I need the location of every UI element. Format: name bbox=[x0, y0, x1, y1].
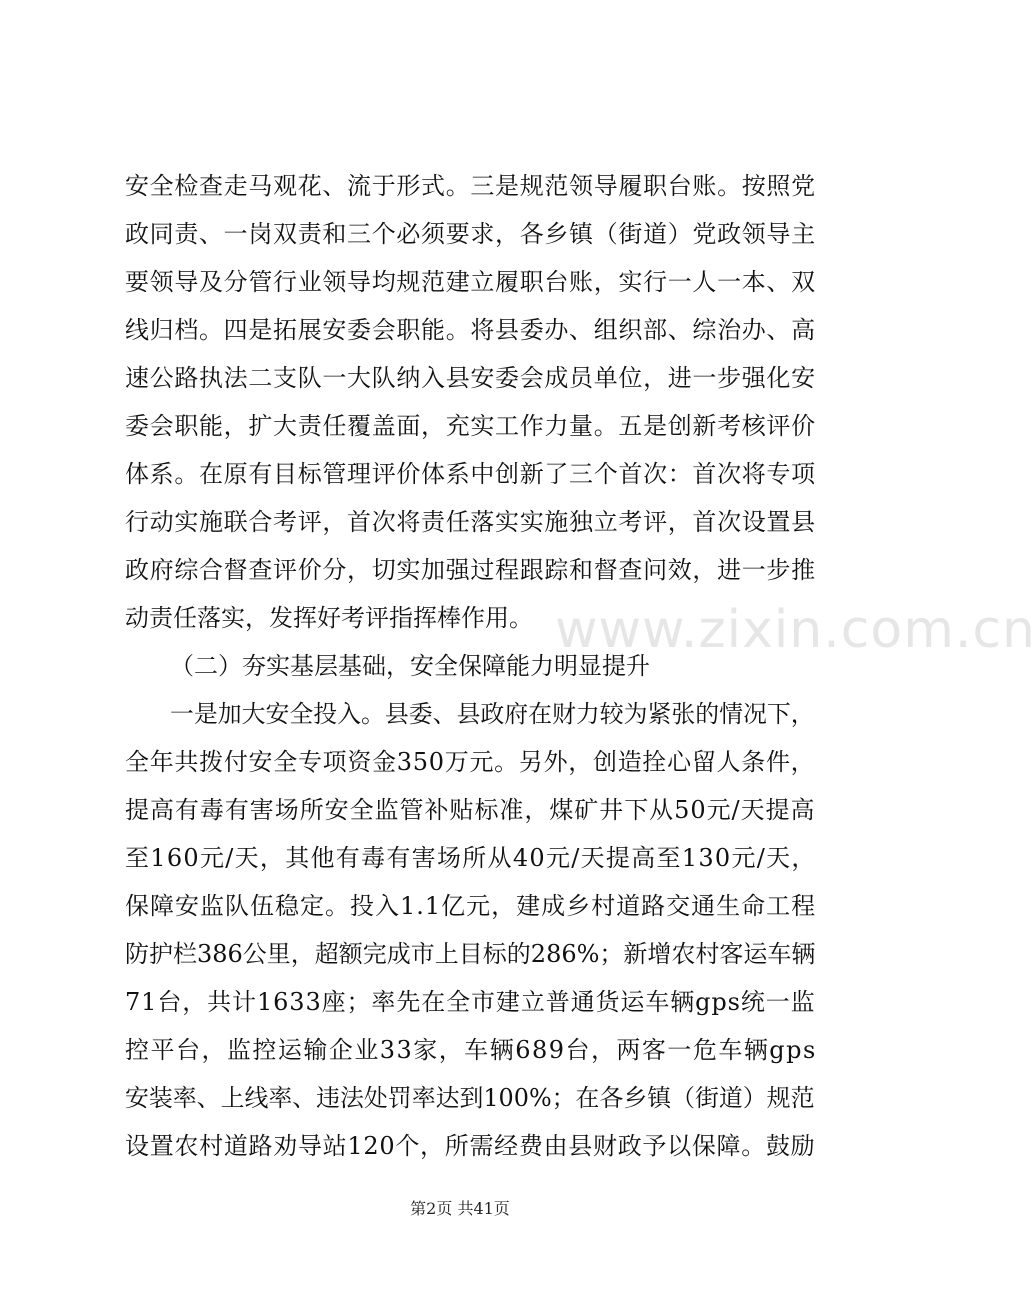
text-line: 防护栏386公里，超额完成市上目标的286%；新增农村客运车辆 bbox=[125, 940, 816, 968]
text-line: 安全检查走马观花、流于形式。三是规范领导履职台账。按照党 bbox=[125, 172, 816, 200]
text-line: 线归档。四是拓展安委会职能。将县委办、组织部、综治办、高 bbox=[125, 316, 816, 344]
text-line: 动责任落实，发挥好考评指挥棒作用。 bbox=[125, 604, 533, 632]
text-line: 安装率、上线率、违法处罚率达到100%；在各乡镇（街道）规范 bbox=[125, 1084, 815, 1112]
text-line: 至160元/天，其他有毒有害场所从40元/天提高至130元/天， bbox=[125, 844, 817, 872]
text-line: 行动实施联合考评，首次将责任落实实施独立考评，首次设置县 bbox=[125, 508, 816, 536]
text-line: 委会职能，扩大责任覆盖面，充实工作力量。五是创新考核评价 bbox=[125, 412, 816, 440]
page-number-footer: 第2页 共41页 bbox=[410, 1199, 510, 1218]
text-line: 速公路执法二支队一大队纳入县安委会成员单位，进一步强化安 bbox=[125, 364, 816, 392]
text-line: 提高有毒有害场所安全监管补贴标准，煤矿井下从50元/天提高 bbox=[125, 796, 816, 824]
watermark: www.zixin.com.cn bbox=[555, 600, 1036, 660]
text-line: 要领导及分管行业领导均规范建立履职台账，实行一人一本、双 bbox=[125, 268, 816, 296]
text-line: 体系。在原有目标管理评价体系中创新了三个首次：首次将专项 bbox=[125, 460, 816, 488]
text-line: 政府综合督查评价分，切实加强过程跟踪和督查问效，进一步推 bbox=[125, 556, 816, 584]
text-line: 设置农村道路劝导站120个，所需经费由县财政予以保障。鼓励 bbox=[125, 1132, 816, 1160]
text-line: 一是加大安全投入。县委、县政府在财力较为紧张的情况下， bbox=[170, 700, 815, 728]
text-line: 控平台，监控运输企业33家，车辆689台，两客一危车辆gps bbox=[125, 1036, 817, 1064]
section-heading: （二）夯实基层基础，安全保障能力明显提升 bbox=[170, 652, 650, 680]
text-line: 71台，共计1633座；率先在全市建立普通货运车辆gps统一监 bbox=[125, 988, 816, 1016]
text-line: 政同责、一岗双责和三个必须要求，各乡镇（街道）党政领导主 bbox=[125, 220, 816, 248]
text-line: 全年共拨付安全专项资金350万元。另外，创造拴心留人条件， bbox=[125, 748, 816, 776]
text-line: 保障安监队伍稳定。投入1.1亿元，建成乡村道路交通生命工程 bbox=[125, 892, 817, 920]
